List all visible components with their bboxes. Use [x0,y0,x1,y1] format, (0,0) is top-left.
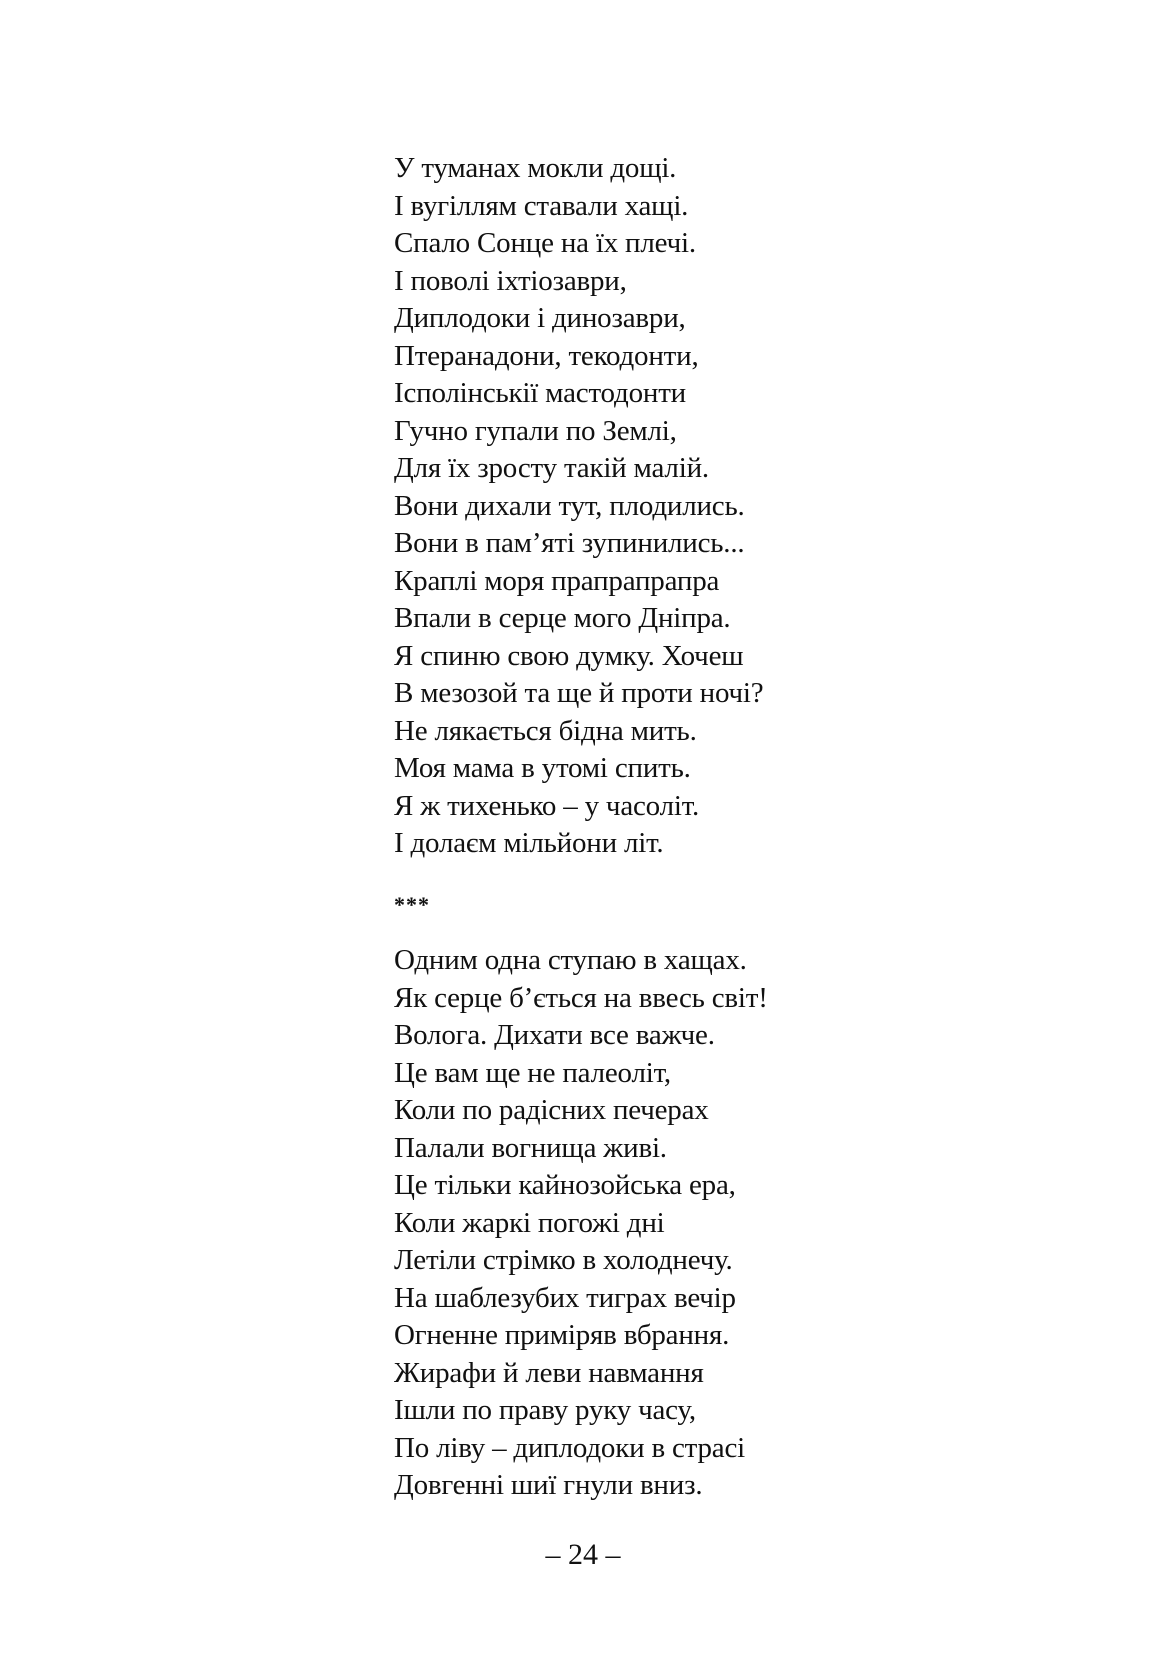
poem-line: Не лякається бідна мить. [394,714,697,747]
poem-line: У туманах мокли дощі. [394,152,677,184]
poem-line: Жирафи й леви навмання [394,1356,704,1389]
poem-line: Це тільки кайнозойська ера, [394,1169,736,1201]
poem-line: Це вам ще не палеоліт, [394,1056,671,1089]
poem-line: Спало Сонце на їх плечі. [394,227,696,259]
poem-line: Впали в серце мого Дніпра. [394,602,731,634]
page-number: – 24 – [545,1538,621,1571]
poem-line: І поволі іхтіозаври, [394,264,627,297]
poem-line: Диплодоки і динозаври, [394,302,686,334]
poem-line: В мезозой та ще й проти ночі? [394,677,764,709]
poem-line: Я спиню свою думку. Хочеш [394,639,744,672]
poem-line: Для їх зросту такій малій. [394,452,709,484]
poem-line: Летіли стрімко в холоднечу. [394,1244,733,1276]
poem-line: Коли жаркі погожі дні [394,1206,665,1239]
poem-line: Гучно гупали по Землі, [394,414,677,447]
poem-stanza [394,150,763,863]
poem-line: Довгенні шиї гнули вниз. [394,1469,703,1501]
poem-line: Я ж тихенько – у часоліт. [394,789,700,822]
poem-line: Одним одна ступаю в хащах. [394,944,747,976]
poem-line: Ішли по праву руку часу, [394,1394,696,1426]
poem-line: Волога. Дихати все важче. [394,1019,715,1051]
poem-line: Моя мама в утомі спить. [394,752,691,784]
poem-line: По ліву – диплодоки в страсі [394,1431,746,1464]
poem-line: Вони дихали тут, плодились. [394,489,745,522]
poem-line: На шаблезубих тиграх вечір [394,1281,736,1314]
poem-stanza [394,942,768,1505]
poem-line: І долаєм мільйони літ. [394,827,664,859]
poem-line: Вони в пам’яті зупинились... [394,527,745,559]
poem-line: Коли по радісних печерах [394,1094,709,1126]
poem-line: Ісполінськії мастодонти [394,377,686,409]
poem-line: Огненне приміряв вбрання. [394,1319,730,1351]
poem-line: Палали вогнища живі. [394,1131,667,1164]
poem-line: Птеранадони, текодонти, [394,339,699,372]
stanza-separator: *** [394,892,430,917]
poem-line: Як серце б’ється на ввесь світ! [394,981,768,1014]
poem-line: І вугіллям ставали хащі. [394,189,689,222]
poem-line: Краплі моря прапрапрапра [394,564,720,597]
